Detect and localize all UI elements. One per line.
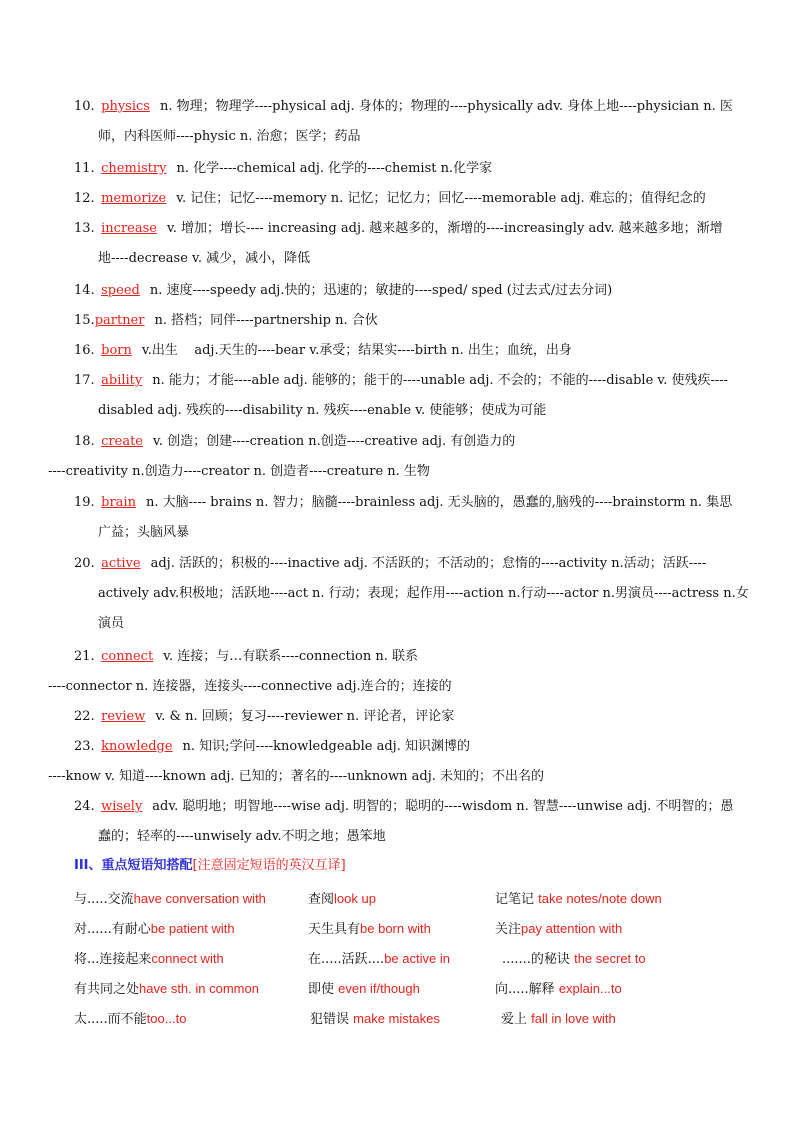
vocab-entry	[74, 792, 734, 852]
entry-definition: v. 创造；创建----creation n.创造----creative adj. 有创造力的	[153, 434, 516, 449]
entry-definition: disabled adj. 残疾的----disability n. 残疾----enable v. 使能够；使成为可能	[98, 403, 547, 418]
vocab-entry	[74, 549, 749, 639]
headword: chemistry	[101, 161, 167, 176]
headword: active	[101, 556, 141, 571]
phrase-row	[74, 884, 734, 914]
vocab-entry	[74, 488, 734, 548]
phrase-row	[74, 974, 734, 1004]
phrase-zh: 在.....活跃....	[308, 952, 385, 967]
entry-definition: n. 能力；才能----able adj. 能够的；能干的----unable adj. 不会的；不能的----disable v. 使残疾----	[152, 373, 729, 388]
entry-definition: n. 搭档；同伴----partnership n. 合伙	[154, 313, 378, 328]
entry-line	[74, 579, 749, 609]
phrase-zh: 对......有耐心	[74, 922, 151, 937]
headword: connect	[101, 649, 154, 664]
entry-line	[74, 214, 734, 244]
phrase-item	[308, 914, 431, 945]
phrase-en: fall in love with	[531, 1011, 616, 1026]
phrase-en: take notes/note down	[538, 891, 662, 906]
entry-number: 23.	[74, 739, 95, 754]
entry-definition: n. 物理；物理学----physical adj. 身体的；物理的----physically adv. 身体上地----physician n. 医	[159, 99, 733, 114]
vocab-entry	[74, 702, 734, 732]
entry-line	[74, 122, 734, 152]
entry-line	[74, 642, 734, 672]
section-heading	[74, 853, 346, 879]
phrase-en: be patient with	[150, 921, 235, 936]
entry-line	[74, 549, 734, 579]
entry-definition: 广益；头脑风暴	[98, 525, 190, 540]
phrase-en: pay attention with	[521, 921, 623, 936]
entry-number: 20.	[74, 556, 95, 571]
phrase-en: have sth. in common	[139, 981, 259, 996]
entry-definition: v. 连接；与…有联系----connection n. 联系	[163, 649, 419, 664]
phrase-item	[501, 1004, 616, 1035]
entry-definition: actively adv.积极地；活跃地----act n. 行动；表现；起作用----action n.行动----actor n.男演员----actress n.女	[98, 586, 749, 601]
entry-line	[74, 154, 734, 184]
phrase-item	[308, 974, 420, 1005]
phrase-zh: 与.....交流	[74, 892, 134, 907]
entry-line	[48, 457, 734, 487]
entry-definition: n. 速度----speedy adj.快的；迅速的；敏捷的----sped/ sped (过去式/过去分词)	[149, 283, 613, 298]
entry-number: 18.	[74, 434, 95, 449]
phrase-item	[502, 944, 646, 975]
phrase-zh: 向.....解释	[495, 982, 555, 997]
phrase-zh: 有共同之处	[74, 982, 140, 997]
entry-number: 15.	[74, 313, 95, 328]
entry-number: 19.	[74, 495, 95, 510]
vocab-entry	[48, 427, 734, 487]
entry-line	[74, 427, 734, 457]
entry-line	[74, 732, 734, 762]
entry-definition: 师，内科医师----physic n. 治愈；医学；药品	[98, 129, 361, 144]
phrase-item	[74, 884, 266, 915]
vocab-entry	[74, 276, 734, 306]
entry-line	[74, 244, 734, 274]
phrase-en: connect with	[151, 951, 224, 966]
vocab-entry	[74, 184, 734, 214]
phrase-zh: .......的秘诀	[502, 952, 570, 967]
phrase-item	[495, 974, 622, 1005]
phrase-item	[74, 1004, 186, 1035]
phrase-item	[74, 974, 259, 1005]
vocab-entry	[74, 336, 734, 366]
entry-line	[74, 702, 734, 732]
entry-definition: ----connector n. 连接器，连接头----connective adj.连合的；连接的	[48, 679, 452, 694]
phrase-zh: 爱上	[501, 1012, 528, 1027]
phrase-item	[495, 884, 662, 915]
entry-line	[74, 184, 734, 214]
headword: wisely	[101, 799, 143, 814]
headword: memorize	[101, 191, 167, 206]
vocab-entry	[74, 92, 734, 152]
phrase-en: make mistakes	[353, 1011, 440, 1026]
headword: physics	[101, 99, 150, 114]
entry-definition: adv. 聪明地；明智地----wise adj. 明智的；聪明的----wisdom n. 智慧----unwise adj. 不明智的；愚	[152, 799, 734, 814]
phrase-en: the secret to	[574, 951, 646, 966]
entry-definition: 地----decrease v. 减少，减小，降低	[98, 251, 311, 266]
phrase-en: be born with	[360, 921, 431, 936]
phrase-en: have conversation with	[133, 891, 266, 906]
entry-line	[74, 366, 734, 396]
vocab-entry	[74, 154, 734, 184]
phrase-zh: 将...连接起来	[74, 952, 152, 967]
phrase-zh: 天生具有	[308, 922, 361, 937]
entry-line	[74, 518, 734, 548]
phrase-zh: 记笔记	[495, 892, 535, 907]
entry-definition: 蠢的；轻率的----unwisely adv.不明之地；愚笨地	[98, 829, 386, 844]
headword: partner	[94, 313, 145, 328]
phrase-item	[74, 944, 224, 975]
vocab-entry	[74, 214, 734, 274]
phrase-en: explain...to	[558, 981, 622, 996]
section-title: III、重点短语知搭配	[74, 858, 193, 873]
phrase-row	[74, 1004, 734, 1034]
phrase-zh: 关注	[495, 922, 522, 937]
entry-line	[74, 792, 734, 822]
entry-number: 21.	[74, 649, 95, 664]
phrase-zh: 即使	[308, 982, 335, 997]
phrase-en: too...to	[146, 1011, 187, 1026]
phrase-item	[308, 884, 376, 915]
phrase-en: be active in	[384, 951, 450, 966]
headword: speed	[101, 283, 140, 298]
vocab-entry	[74, 306, 734, 336]
entry-definition: v. & n. 回顾；复习----reviewer n. 评论者，评论家	[155, 709, 455, 724]
entry-number: 10.	[74, 99, 95, 114]
entry-definition: v. 增加；增长---- increasing adj. 越来越多的，渐增的----increasingly adv. 越来越多地；渐增	[166, 221, 723, 236]
headword: knowledge	[101, 739, 173, 754]
entry-number: 13.	[74, 221, 95, 236]
headword: brain	[101, 495, 136, 510]
headword: born	[101, 343, 132, 358]
entry-line	[74, 336, 734, 366]
entry-definition: v.出生 adj.天生的----bear v.承受；结果实----birth n. 出生；血统，出身	[141, 343, 572, 358]
entry-definition: n. 大脑---- brains n. 智力；脑髓----brainless adj. 无头脑的，愚蠢的,脑残的----brainstorm n. 集思	[145, 495, 733, 510]
entry-number: 24.	[74, 799, 95, 814]
entry-definition: 演员	[98, 616, 125, 631]
entry-line	[48, 672, 734, 702]
phrase-zh: 太.....而不能	[74, 1012, 147, 1027]
phrase-item	[310, 1004, 440, 1035]
entry-definition: n. 知识;学问----knowledgeable adj. 知识渊博的	[182, 739, 470, 754]
entry-line	[74, 276, 734, 306]
headword: review	[101, 709, 146, 724]
phrase-item	[308, 944, 450, 975]
entry-line	[74, 92, 734, 122]
section-note: [注意固定短语的英汉互译]	[192, 858, 346, 873]
entry-line	[74, 396, 734, 426]
entry-definition: adj. 活跃的；积极的----inactive adj. 不活跃的；不活动的；怠惰的----activity n.活动；活跃----	[150, 556, 707, 571]
phrase-row	[74, 914, 734, 944]
entry-line	[74, 609, 734, 639]
headword: increase	[101, 221, 157, 236]
vocab-entry	[74, 366, 734, 426]
entry-number: 14.	[74, 283, 95, 298]
headword: ability	[101, 373, 143, 388]
entry-number: 11.	[74, 161, 95, 176]
headword: create	[101, 434, 143, 449]
entry-definition: ----creativity n.创造力----creator n. 创造者----creature n. 生物	[48, 464, 430, 479]
entry-number: 12.	[74, 191, 95, 206]
entry-number: 17.	[74, 373, 95, 388]
vocab-entry	[48, 642, 734, 702]
phrase-zh: 查阅	[308, 892, 335, 907]
vocab-entry	[48, 732, 734, 792]
entry-definition: v. 记住；记忆----memory n. 记忆；记忆力；回忆----memorable adj. 难忘的；值得纪念的	[176, 191, 706, 206]
entry-line	[74, 822, 734, 852]
entry-line	[74, 488, 734, 518]
entry-number: 16.	[74, 343, 95, 358]
entry-line	[74, 306, 734, 336]
entry-line	[48, 762, 734, 792]
phrase-row	[74, 944, 734, 974]
entry-definition: n. 化学----chemical adj. 化学的----chemist n.化学家	[176, 161, 493, 176]
phrase-item	[74, 914, 235, 945]
entry-definition: ----know v. 知道----known adj. 已知的；著名的----unknown adj. 未知的；不出名的	[48, 769, 545, 784]
phrase-item	[495, 914, 622, 945]
phrase-zh: 犯错误	[310, 1012, 350, 1027]
phrase-en: look up	[334, 891, 376, 906]
phrase-en: even if/though	[338, 981, 420, 996]
entry-number: 22.	[74, 709, 95, 724]
